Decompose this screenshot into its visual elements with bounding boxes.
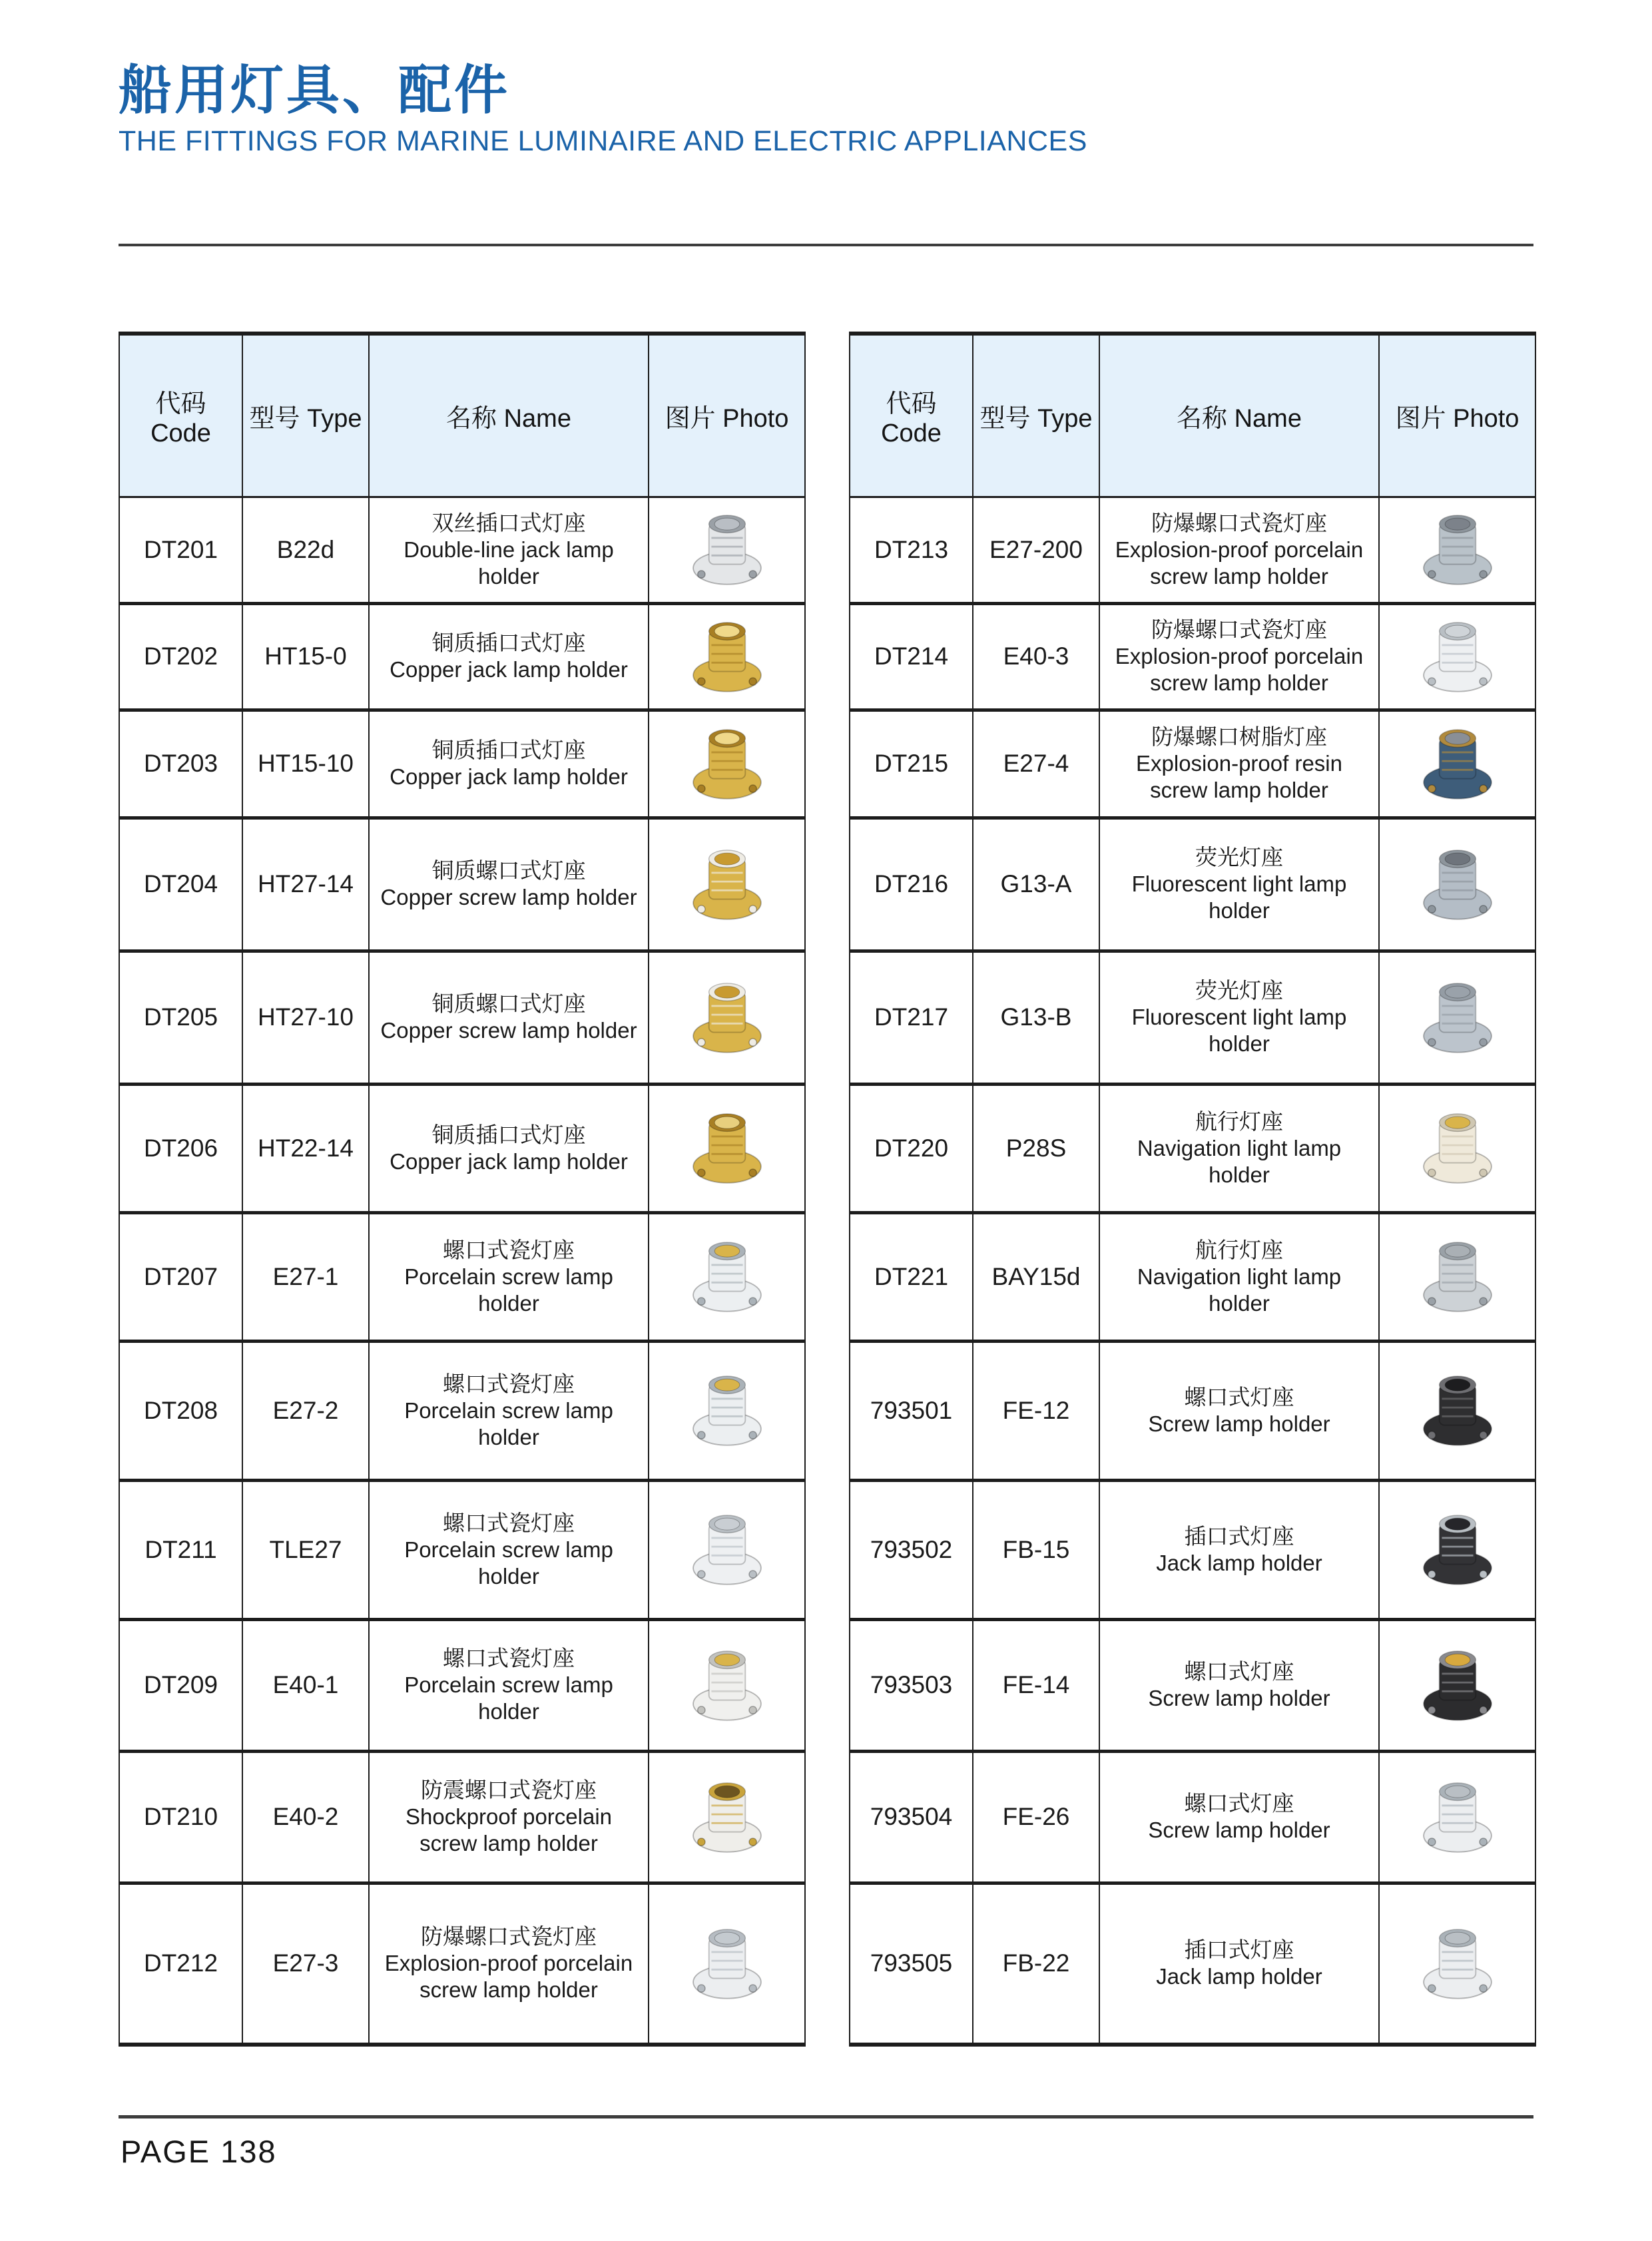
cell-photo	[1379, 1341, 1535, 1480]
cell-name	[1099, 1341, 1379, 1480]
product-name-en: Navigation light lamp holder	[1137, 1264, 1342, 1316]
cell-type: TLE27	[242, 1480, 369, 1619]
product-name-en: Shockproof porcelain screw lamp holder	[405, 1804, 613, 1856]
cell-code: 793501	[850, 1341, 973, 1480]
page-number: PAGE 138	[121, 2134, 277, 2169]
product-photo-image	[683, 1640, 771, 1728]
product-name-zh: 铜质插口式灯座	[431, 738, 586, 762]
page-header	[119, 61, 1537, 158]
lamp-holder-icon	[1414, 972, 1502, 1060]
product-photo-image	[1414, 611, 1502, 699]
product-name-en: Navigation light lamp holder	[1137, 1135, 1342, 1187]
cell-code: DT212	[119, 1883, 242, 2045]
product-photo-image	[1414, 1504, 1502, 1592]
cell-code: DT220	[850, 1084, 973, 1212]
lamp-holder-icon	[1414, 718, 1502, 806]
cell-type: E40-2	[242, 1751, 369, 1883]
table-row	[850, 1751, 1535, 1883]
cell-name	[369, 1341, 649, 1480]
product-name-zh: 螺口式瓷灯座	[443, 1371, 575, 1396]
cell-code: DT208	[119, 1341, 242, 1480]
cell-name	[369, 1212, 649, 1341]
table-row	[119, 710, 805, 818]
table-row	[119, 1883, 805, 2045]
product-photo-image	[1414, 1918, 1502, 2006]
product-name-en: Copper jack lamp holder	[390, 657, 628, 682]
product-table-left	[119, 332, 806, 2047]
col-header-photo: 图片 Photo	[649, 334, 805, 497]
table-row	[850, 1084, 1535, 1212]
product-name-en: Porcelain screw lamp holder	[404, 1537, 613, 1589]
cell-name	[1099, 1212, 1379, 1341]
product-photo-image	[683, 1231, 771, 1319]
table-row	[850, 710, 1535, 818]
product-name-zh: 防爆螺口式瓷灯座	[1151, 617, 1327, 642]
table-row	[119, 951, 805, 1084]
cell-name	[1099, 951, 1379, 1084]
page-title-en: THE FITTINGS FOR MARINE LUMINAIRE AND ELECTRIC APPLIANCES	[119, 125, 1087, 157]
col-header-photo: 图片 Photo	[1379, 334, 1535, 497]
tables-area	[119, 332, 1536, 2047]
product-name-en: Explosion-proof porcelain screw lamp holder	[1115, 537, 1364, 589]
cell-type: FB-22	[973, 1883, 1099, 2045]
cell-photo	[1379, 497, 1535, 603]
cell-type: HT15-0	[242, 603, 369, 710]
cell-photo	[649, 710, 805, 818]
cell-type: E27-3	[242, 1883, 369, 2045]
product-name-zh: 航行灯座	[1195, 1237, 1283, 1262]
product-name-en: Copper jack lamp holder	[390, 1148, 628, 1174]
table-row	[119, 603, 805, 710]
cell-type: B22d	[242, 497, 369, 603]
product-photo-image	[683, 1504, 771, 1592]
cell-name	[1099, 818, 1379, 951]
lamp-holder-icon	[683, 1640, 771, 1728]
cell-photo	[1379, 1619, 1535, 1751]
product-name-en: Screw lamp holder	[1148, 1818, 1330, 1842]
lamp-holder-icon	[683, 504, 771, 592]
product-photo-image	[683, 1103, 771, 1190]
cell-type: HT27-14	[242, 818, 369, 951]
lamp-holder-icon	[1414, 1103, 1502, 1190]
product-name-zh: 防爆螺口树脂灯座	[1151, 724, 1327, 749]
cell-code: DT202	[119, 603, 242, 710]
product-name-zh: 双丝插口式灯座	[431, 510, 586, 535]
cell-name	[1099, 1480, 1379, 1619]
cell-photo	[1379, 1084, 1535, 1212]
cell-name	[1099, 1084, 1379, 1212]
cell-code: DT207	[119, 1212, 242, 1341]
cell-code: DT215	[850, 710, 973, 818]
product-name-en: Screw lamp holder	[1148, 1411, 1330, 1436]
table-row	[119, 1212, 805, 1341]
lamp-holder-icon	[683, 1365, 771, 1453]
product-name-en: Double-line jack lamp holder	[404, 537, 614, 589]
cell-photo	[1379, 818, 1535, 951]
title-divider	[119, 244, 1533, 246]
col-header-code: 代码 Code	[119, 334, 242, 497]
table-row	[850, 1212, 1535, 1341]
cell-name	[1099, 1619, 1379, 1751]
cell-code: DT210	[119, 1751, 242, 1883]
product-photo-image	[1414, 1231, 1502, 1319]
cell-photo	[649, 1341, 805, 1480]
product-name-zh: 荧光灯座	[1195, 978, 1283, 1003]
product-photo-image	[683, 972, 771, 1060]
cell-name	[369, 1480, 649, 1619]
cell-name	[1099, 710, 1379, 818]
cell-type: FB-15	[973, 1480, 1099, 1619]
cell-photo	[649, 1084, 805, 1212]
product-name-zh: 螺口式瓷灯座	[443, 1646, 575, 1670]
product-name-en: Jack lamp holder	[1156, 1550, 1322, 1575]
product-name-zh: 荧光灯座	[1195, 845, 1283, 870]
product-name-en: Copper screw lamp holder	[380, 885, 637, 909]
product-photo-image	[683, 1918, 771, 2006]
lamp-holder-icon	[683, 1504, 771, 1592]
lamp-holder-icon	[683, 1231, 771, 1319]
product-name-zh: 螺口式灯座	[1184, 1384, 1294, 1409]
cell-type: FE-26	[973, 1751, 1099, 1883]
cell-type: HT27-10	[242, 951, 369, 1084]
product-photo-image	[683, 1365, 771, 1453]
col-header-name: 名称 Name	[1099, 334, 1379, 497]
cell-name	[369, 710, 649, 818]
cell-type: E27-4	[973, 710, 1099, 818]
cell-name	[369, 818, 649, 951]
lamp-holder-icon	[683, 611, 771, 699]
product-name-en: Copper jack lamp holder	[390, 764, 628, 789]
product-photo-image	[683, 839, 771, 927]
product-name-zh: 螺口式瓷灯座	[443, 1510, 575, 1535]
product-name-en: Screw lamp holder	[1148, 1686, 1330, 1710]
product-name-en: Jack lamp holder	[1156, 1964, 1322, 1989]
table-row	[119, 1619, 805, 1751]
col-header-type: 型号 Type	[242, 334, 369, 497]
cell-type: FE-12	[973, 1341, 1099, 1480]
lamp-holder-icon	[1414, 504, 1502, 592]
cell-code: DT211	[119, 1480, 242, 1619]
col-header-name: 名称 Name	[369, 334, 649, 497]
lamp-holder-icon	[1414, 1772, 1502, 1860]
product-name-zh: 螺口式瓷灯座	[443, 1237, 575, 1262]
cell-photo	[649, 1883, 805, 2045]
lamp-holder-icon	[683, 1772, 771, 1860]
product-name-zh: 防爆螺口式瓷灯座	[421, 1924, 597, 1949]
product-name-zh: 螺口式灯座	[1184, 1659, 1294, 1684]
cell-code: 793502	[850, 1480, 973, 1619]
lamp-holder-icon	[1414, 839, 1502, 927]
product-photo-image	[1414, 504, 1502, 592]
product-name-en: Porcelain screw lamp holder	[404, 1672, 613, 1724]
left-table-header	[119, 334, 805, 497]
table-row	[850, 951, 1535, 1084]
product-photo-image	[1414, 839, 1502, 927]
col-header-code: 代码 Code	[850, 334, 973, 497]
cell-code: DT204	[119, 818, 242, 951]
cell-code: 793503	[850, 1619, 973, 1751]
cell-photo	[649, 1751, 805, 1883]
cell-type: FE-14	[973, 1619, 1099, 1751]
product-name-zh: 防爆螺口式瓷灯座	[1151, 510, 1327, 535]
cell-photo	[649, 497, 805, 603]
product-name-en: Explosion-proof resin screw lamp holder	[1136, 751, 1342, 802]
product-name-zh: 铜质螺口式灯座	[431, 991, 586, 1016]
product-table-right	[849, 332, 1536, 2047]
product-photo-image	[1414, 718, 1502, 806]
table-row	[850, 1883, 1535, 2045]
table-row	[850, 818, 1535, 951]
cell-photo	[649, 951, 805, 1084]
cell-name	[369, 497, 649, 603]
page-title-zh: 船用灯具、配件	[119, 61, 510, 120]
product-name-zh: 铜质插口式灯座	[431, 630, 586, 655]
cell-type: HT15-10	[242, 710, 369, 818]
product-name-zh: 铜质螺口式灯座	[431, 858, 586, 883]
header-row	[850, 334, 1535, 497]
product-photo-image	[1414, 1365, 1502, 1453]
table-row	[850, 1619, 1535, 1751]
right-table-body	[850, 497, 1535, 2045]
cell-code: DT209	[119, 1619, 242, 1751]
lamp-holder-icon	[683, 1103, 771, 1190]
cell-photo	[649, 1619, 805, 1751]
lamp-holder-icon	[1414, 1504, 1502, 1592]
cell-code: DT206	[119, 1084, 242, 1212]
cell-code: DT221	[850, 1212, 973, 1341]
cell-photo	[1379, 951, 1535, 1084]
cell-code: DT201	[119, 497, 242, 603]
product-photo-image	[1414, 1772, 1502, 1860]
product-photo-image	[683, 1772, 771, 1860]
product-name-zh: 螺口式灯座	[1184, 1791, 1294, 1816]
table-row	[119, 1084, 805, 1212]
cell-code: DT217	[850, 951, 973, 1084]
lamp-holder-icon	[683, 718, 771, 806]
cell-code: DT205	[119, 951, 242, 1084]
table-row	[850, 1480, 1535, 1619]
cell-name	[1099, 1751, 1379, 1883]
lamp-holder-icon	[1414, 1365, 1502, 1453]
cell-code: DT203	[119, 710, 242, 818]
product-photo-image	[683, 504, 771, 592]
table-row	[119, 497, 805, 603]
cell-code: 793505	[850, 1883, 973, 2045]
cell-type: G13-B	[973, 951, 1099, 1084]
product-name-en: Explosion-proof porcelain screw lamp holder	[384, 1951, 633, 2003]
cell-code: DT214	[850, 603, 973, 710]
table-row	[850, 497, 1535, 603]
product-photo-image	[683, 611, 771, 699]
table-row	[119, 818, 805, 951]
cell-code: DT216	[850, 818, 973, 951]
cell-code: 793504	[850, 1751, 973, 1883]
cell-type: HT22-14	[242, 1084, 369, 1212]
left-table-body	[119, 497, 805, 2045]
cell-name	[1099, 1883, 1379, 2045]
cell-name	[369, 1619, 649, 1751]
table-row	[850, 603, 1535, 710]
footer-divider	[119, 2115, 1533, 2118]
cell-type: E40-3	[973, 603, 1099, 710]
cell-name	[369, 603, 649, 710]
lamp-holder-icon	[1414, 1918, 1502, 2006]
cell-name	[369, 1751, 649, 1883]
cell-photo	[1379, 1883, 1535, 2045]
cell-photo	[649, 603, 805, 710]
product-name-en: Fluorescent light lamp holder	[1131, 1005, 1347, 1056]
cell-photo	[1379, 710, 1535, 818]
lamp-holder-icon	[1414, 1640, 1502, 1728]
product-name-en: Porcelain screw lamp holder	[404, 1397, 613, 1449]
lamp-holder-icon	[1414, 1231, 1502, 1319]
product-name-zh: 插口式灯座	[1184, 1523, 1294, 1549]
cell-photo	[1379, 1212, 1535, 1341]
table-row	[119, 1751, 805, 1883]
cell-name	[369, 951, 649, 1084]
cell-name	[1099, 497, 1379, 603]
table-row	[119, 1341, 805, 1480]
cell-photo	[1379, 1751, 1535, 1883]
cell-photo	[649, 1212, 805, 1341]
product-name-en: Copper screw lamp holder	[380, 1018, 637, 1043]
lamp-holder-icon	[683, 972, 771, 1060]
cell-type: P28S	[973, 1084, 1099, 1212]
table-row	[850, 1341, 1535, 1480]
product-name-en: Fluorescent light lamp holder	[1131, 872, 1347, 923]
col-header-type: 型号 Type	[973, 334, 1099, 497]
product-name-zh: 铜质插口式灯座	[431, 1122, 586, 1147]
product-photo-image	[683, 718, 771, 806]
lamp-holder-icon	[683, 839, 771, 927]
product-name-en: Porcelain screw lamp holder	[404, 1264, 613, 1316]
cell-photo	[649, 1480, 805, 1619]
lamp-holder-icon	[1414, 611, 1502, 699]
cell-name	[369, 1084, 649, 1212]
cell-photo	[1379, 1480, 1535, 1619]
cell-type: G13-A	[973, 818, 1099, 951]
cell-type: E27-2	[242, 1341, 369, 1480]
cell-type: E27-200	[973, 497, 1099, 603]
product-photo-image	[1414, 1640, 1502, 1728]
product-photo-image	[1414, 972, 1502, 1060]
cell-name	[369, 1883, 649, 2045]
right-table-header	[850, 334, 1535, 497]
product-name-zh: 防震螺口式瓷灯座	[421, 1778, 597, 1802]
header-row	[119, 334, 805, 497]
cell-type: E27-1	[242, 1212, 369, 1341]
product-name-en: Explosion-proof porcelain screw lamp holder	[1115, 644, 1364, 695]
product-photo-image	[1414, 1103, 1502, 1190]
product-name-zh: 航行灯座	[1195, 1109, 1283, 1134]
cell-photo	[1379, 603, 1535, 710]
cell-name	[1099, 603, 1379, 710]
lamp-holder-icon	[683, 1918, 771, 2006]
table-row	[119, 1480, 805, 1619]
cell-type: BAY15d	[973, 1212, 1099, 1341]
product-name-zh: 插口式灯座	[1184, 1937, 1294, 1963]
cell-code: DT213	[850, 497, 973, 603]
cell-type: E40-1	[242, 1619, 369, 1751]
cell-photo	[649, 818, 805, 951]
